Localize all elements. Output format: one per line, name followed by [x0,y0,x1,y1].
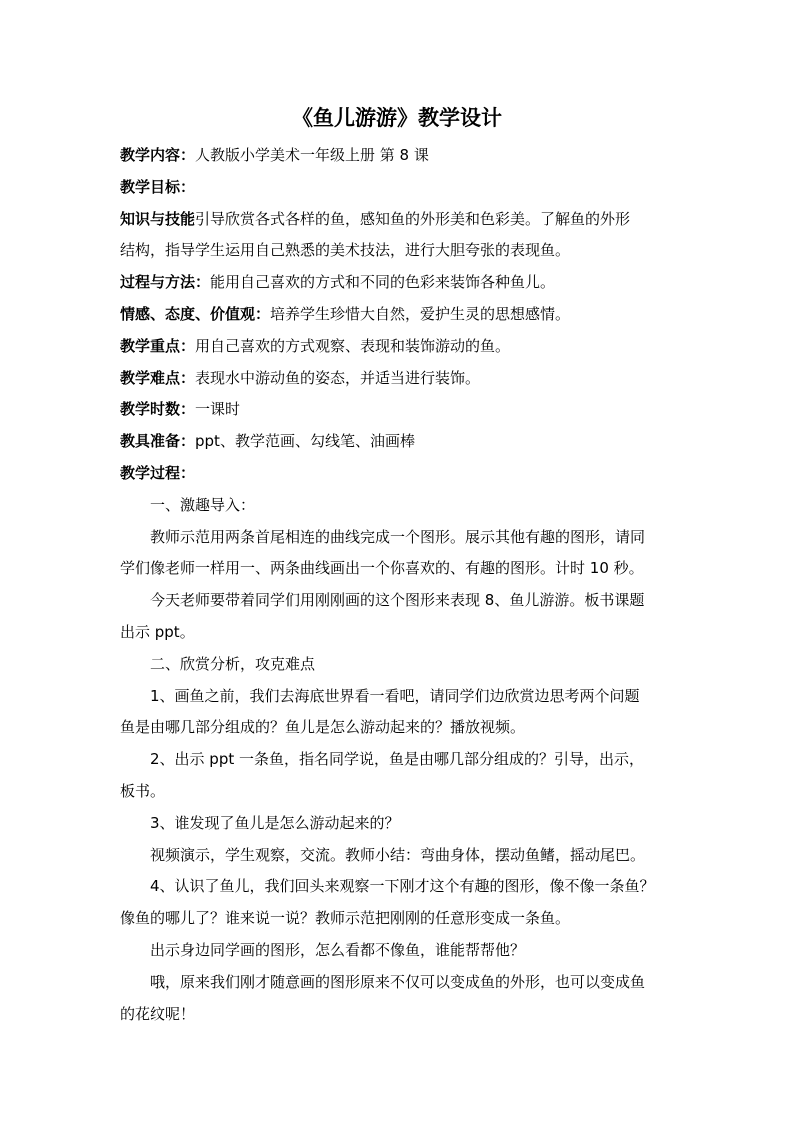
document-title: 《鱼儿游游》教学设计 [292,106,502,130]
process-method-row [120,267,676,299]
knowledge-label: 知识与技能 [120,209,196,228]
difficulty-text: 表现水中游动鱼的姿态，并适当进行装饰。 [195,368,481,387]
procedure-line: 鱼是由哪几部分组成的？鱼儿是怎么游动起来的？播放视频。 [120,718,526,737]
objectives-label: 教学目标： [120,177,196,196]
knowledge-row [120,204,676,236]
procedure-line: 3、谁发现了鱼儿是怎么游动起来的？ [150,813,400,832]
procedure-line: 一、激趣导入： [150,495,256,514]
procedure-line: 像鱼的哪儿了？谁来说一说？教师示范把刚刚的任意形变成一条鱼。 [120,909,571,928]
materials-text: ppt、教学范画、勾线笔、油画棒 [195,432,415,451]
content-row [120,140,676,172]
materials-row [120,426,676,458]
document-body [120,140,676,1030]
procedure-line: 今天老师要带着同学们用刚刚画的这个图形来表现 8、鱼儿游游。板书课题 [150,591,645,610]
procedure-line: 视频演示，学生观察，交流。教师小结：弯曲身体，摆动鱼鳍，摇动尾巴。 [150,845,646,864]
key-point-row [120,331,676,363]
materials-label: 教具准备： [120,432,196,451]
difficulty-row [120,363,676,395]
procedure-line: 板书。 [120,781,166,800]
key-point-label: 教学重点： [120,336,196,355]
content-label: 教学内容： [120,146,196,164]
emotion-row [120,299,676,331]
knowledge-row-continued [120,235,676,267]
procedure-line: 教师示范用两条首尾相连的曲线完成一个图形。展示其他有趣的图形，请同 [150,527,646,546]
procedure-line: 出示身边同学画的图形，怎么看都不像鱼，谁能帮帮他？ [150,940,526,959]
procedure-line: 4、认识了鱼儿，我们回头来观察一下刚才这个有趣的图形，像不像一条鱼？ [150,877,655,896]
duration-label: 教学时数： [120,400,196,419]
procedure-line: 出示 ppt。 [120,622,195,641]
process-method-text: 能用自己喜欢的方式和不同的色彩来装饰各种鱼儿。 [210,273,556,292]
difficulty-label: 教学难点： [120,368,196,387]
duration-row [120,394,676,426]
key-point-text: 用自己喜欢的方式观察、表现和装饰游动的鱼。 [195,336,511,355]
content-text: 人教版小学美术一年级上册 第 8 课 [195,146,429,164]
emotion-label: 情感、态度、价值观： [120,304,271,323]
procedure-line: 2、出示 ppt 一条鱼，指名同学说，鱼是由哪几部分组成的？引导，出示， [150,750,645,769]
knowledge-text-line1: 引导欣赏各式各样的鱼，感知鱼的外形美和色彩美。了解鱼的外形 [195,209,631,228]
knowledge-text-line2: 结构，指导学生运用自己熟悉的美术技法，进行大胆夸张的表现鱼。 [120,241,571,260]
duration-text: 一课时 [195,400,241,419]
process-method-label: 过程与方法： [120,273,211,292]
procedure-row [120,458,676,490]
procedure-line: 哦，原来我们刚才随意画的图形原来不仅可以变成鱼的外形，也可以变成鱼 [150,972,646,991]
procedure-label: 教学过程： [120,463,196,482]
procedure-line: 学们像老师一样用一、两条曲线画出一个你喜欢的、有趣的图形。计时 10 秒。 [120,559,644,578]
emotion-text: 培养学生珍惜大自然，爱护生灵的思想感情。 [270,304,571,323]
objectives-row [120,172,676,204]
procedure-line: 的花纹呢！ [120,1004,196,1023]
procedure-line: 1、画鱼之前，我们去海底世界看一看吧，请同学们边欣赏边思考两个问题 [150,686,640,705]
procedure-line: 二、欣赏分析，攻克难点 [150,654,316,673]
